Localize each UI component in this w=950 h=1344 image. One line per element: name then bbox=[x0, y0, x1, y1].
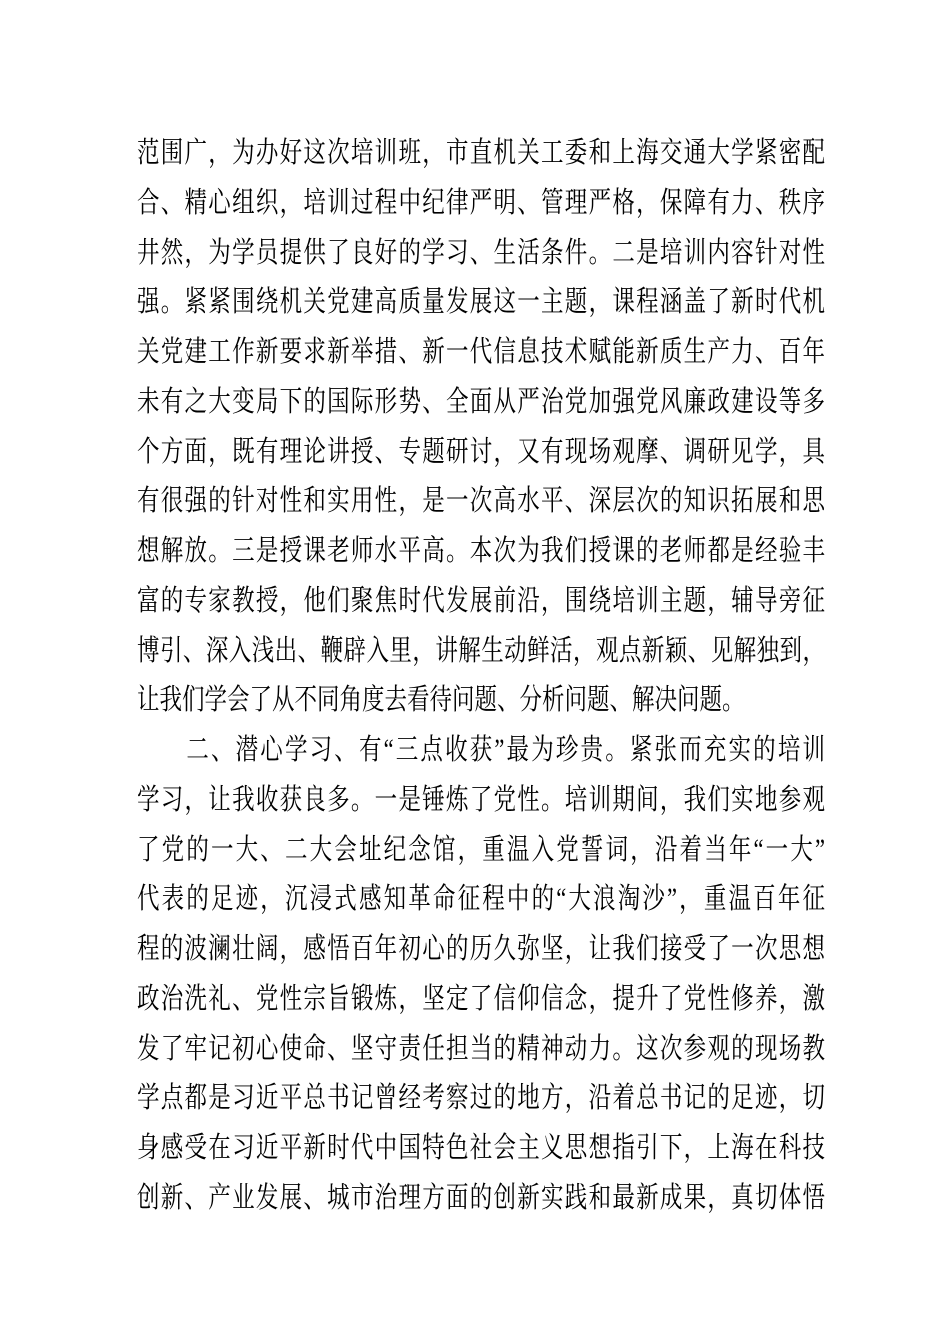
text-line: 学点都是习近平总书记曾经考察过的地方，沿着总书记的足迹，切 bbox=[137, 1081, 825, 1114]
text-line: 博引、深入浅出、鞭辟入里，讲解生动鲜活，观点新颖、见解独到， bbox=[137, 633, 825, 667]
text-line: 想解放。三是授课老师水平高。本次为我们授课的老师都是经验丰 bbox=[137, 534, 825, 567]
text-line: 让我们学会了从不同角度去看待问题、分析问题、解决问题。 bbox=[137, 683, 745, 716]
text-line: 合、精心组织，培训过程中纪律严明、管理严格，保障有力、秩序 bbox=[137, 185, 825, 219]
paragraph bbox=[137, 725, 825, 1223]
paragraph bbox=[137, 128, 825, 725]
text-line: 学习，让我收获良多。一是锤炼了党性。培训期间，我们实地参观 bbox=[137, 782, 825, 816]
text-line: 身感受在习近平新时代中国特色社会主义思想指引下，上海在科技 bbox=[137, 1131, 825, 1164]
text-line: 强。紧紧围绕机关党建高质量发展这一主题，课程涵盖了新时代机 bbox=[137, 285, 825, 318]
text-line: 范围广，为办好这次培训班，市直机关工委和上海交通大学紧密配 bbox=[137, 136, 825, 169]
text-line: 创新、产业发展、城市治理方面的创新实践和最新成果，真切体悟 bbox=[137, 1180, 825, 1214]
text-line: 政治洗礼、党性宗旨锻炼，坚定了信仰信念，提升了党性修养，激 bbox=[137, 981, 825, 1015]
text-block bbox=[137, 128, 825, 1223]
text-line: 代表的足迹，沉浸式感知革命征程中的“大浪淘沙”，重温百年征 bbox=[137, 882, 825, 915]
text-line: 发了牢记初心使命、坚守责任担当的精神动力。这次参观的现场教 bbox=[137, 1031, 825, 1065]
text-line: 井然，为学员提供了良好的学习、生活条件。二是培训内容针对性 bbox=[137, 235, 825, 269]
text-line: 了党的一大、二大会址纪念馆，重温入党誓词，沿着当年“一大” bbox=[137, 832, 825, 866]
text-line: 程的波澜壮阔，感悟百年初心的历久弥坚，让我们接受了一次思想 bbox=[137, 932, 825, 965]
text-line: 未有之大变局下的国际形势、全面从严治党加强党风廉政建设等多 bbox=[137, 384, 825, 418]
text-line: 二、潜心学习、有“三点收获”最为珍贵。紧张而充实的培训 bbox=[137, 733, 825, 766]
text-line: 个方面，既有理论讲授、专题研讨，又有现场观摩、调研见学，具 bbox=[137, 434, 825, 468]
text-line: 有很强的针对性和实用性，是一次高水平、深层次的知识拓展和思 bbox=[137, 484, 825, 517]
text-line: 关党建工作新要求新举措、新一代信息技术赋能新质生产力、百年 bbox=[137, 335, 825, 368]
text-line: 富的专家教授，他们聚焦时代发展前沿，围绕培训主题，辅导旁征 bbox=[137, 583, 825, 617]
